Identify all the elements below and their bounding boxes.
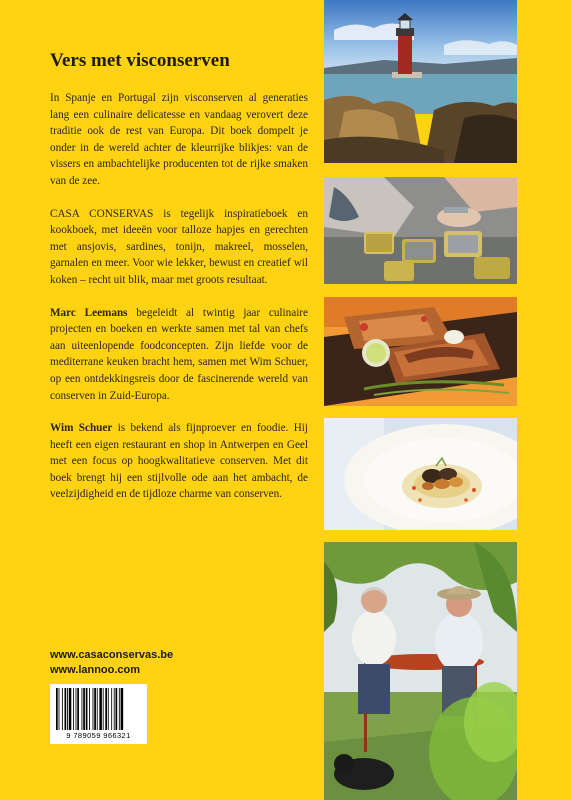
lighthouse-harbor-photo (324, 0, 517, 163)
author2-name: Wim Schuer (50, 422, 113, 435)
tinned-fish-hands-photo (324, 177, 517, 284)
barcode-bar (62, 688, 63, 730)
barcode-bar (65, 688, 67, 730)
barcode-bar (111, 688, 112, 730)
barcode-bars (55, 688, 142, 730)
author1-bio: begeleidt al twintig jaar culinaire projecten en boeken en werkte samen met tal van chefs aan uiteenlopende foodconcepten. Zijn liefde voor de mediterrane keuken bracht hem, samen met Wim Schuer, op een ontdekkingsreis door de fascinerende wereld van conserven in Zuid-Europa. (50, 306, 308, 402)
intro-paragraph: In Spanje en Portugal zijn visconserven al generaties lang een culinaire delicatesse en vandaag verovert deze traditie ook de rest van Europa. Dit boek dompelt je onder in de wereld achter de kleurrijke blikjes: van de vissers en ambachtelijke producenten tot de rijke smaken van de zee. (50, 92, 308, 187)
barcode-bar (77, 688, 79, 730)
barcode-bar (103, 688, 104, 730)
book-title: Vers met visconserven (50, 50, 230, 71)
barcode-bar (89, 688, 90, 730)
barcode-bar (105, 688, 107, 730)
barcode-bar (82, 688, 83, 730)
back-cover-text (50, 50, 308, 519)
author1-paragraph (50, 305, 308, 405)
barcode-bar (83, 688, 85, 730)
barcode-bar (116, 688, 118, 730)
barcode-bar (119, 688, 120, 730)
fish-toast-dish-photo (324, 297, 517, 406)
barcode-bar (69, 688, 72, 730)
barcode-bar (59, 688, 60, 730)
lannoo-link[interactable]: www.lannoo.com (50, 664, 141, 676)
barcode-bar (86, 688, 88, 730)
authors-dining-outdoors-photo (324, 542, 517, 800)
barcode-bar (76, 688, 77, 730)
barcode-bar (99, 688, 102, 730)
barcode-bar (97, 688, 98, 730)
barcode-bar (67, 688, 68, 730)
book-description-paragraph: CASA CONSERVAS is tegelijk inspiratieboek en kookboek, met ideeën voor talloze hapjes en gerechten met ansjovis, sardines, tonijn, makreel, mosselen, garnalen en meer. Voor wie lekker, bewust en creatief wil koken – recht uit blik, maar met groots resultaat. (50, 207, 308, 286)
barcode-bar (94, 688, 96, 730)
isbn-barcode (50, 684, 147, 744)
website-links (50, 648, 173, 678)
author2-bio: is bekend als fijnproever en foodie. Hij heeft een eigen restaurant en shop in Antwerpen en Geel met een focus op hoogkwalitatieve conserven. Met dit boek brengt hij een stijlvolle ode aan het ambacht, de veelzijdigheid en de tijdloze charme van conserven. (50, 422, 308, 501)
author2-paragraph (50, 420, 308, 503)
barcode-bar (114, 688, 115, 730)
barcode-bar (121, 688, 124, 730)
author1-name: Marc Leemans (50, 306, 128, 319)
barcode-bar (93, 688, 94, 730)
casaconservas-link[interactable]: www.casaconservas.be (50, 649, 174, 661)
barcode-bar (73, 688, 74, 730)
barcode-bar (56, 688, 58, 730)
plated-mussels-dish-photo (324, 418, 517, 530)
isbn-number: 9 789059 966321 (66, 731, 131, 740)
barcode-bar (108, 688, 109, 730)
